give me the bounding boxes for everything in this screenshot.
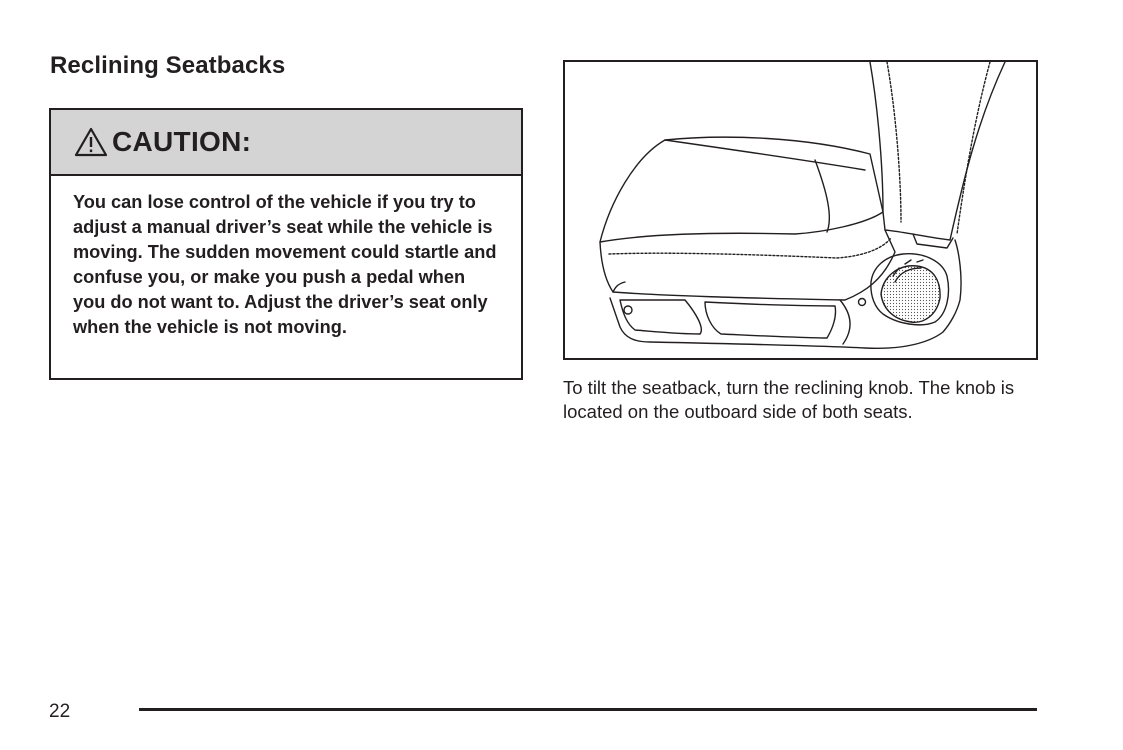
caution-label: CAUTION: — [112, 126, 252, 157]
seat-recliner-knob-illustration — [565, 62, 1036, 358]
caution-box — [49, 108, 523, 380]
caution-header — [51, 110, 521, 176]
seat-illustration-figure — [563, 60, 1038, 360]
warning-triangle-icon — [74, 127, 108, 157]
page-number: 22 — [49, 701, 71, 722]
section-title: Reclining Seatbacks — [50, 52, 286, 79]
caution-text: You can lose control of the vehicle if you try to adjust a manual driver’s seat while the vehicle is moving. The sudden movement could startle and confuse you, or make you push a pedal when you do not want to. Adjust the driver’s seat only when the vehicle is not moving. — [73, 192, 497, 337]
footer-divider — [139, 708, 1037, 711]
figure-caption: To tilt the seatback, turn the reclining knob. The knob is located on the outboard side of both seats. — [563, 377, 1015, 422]
